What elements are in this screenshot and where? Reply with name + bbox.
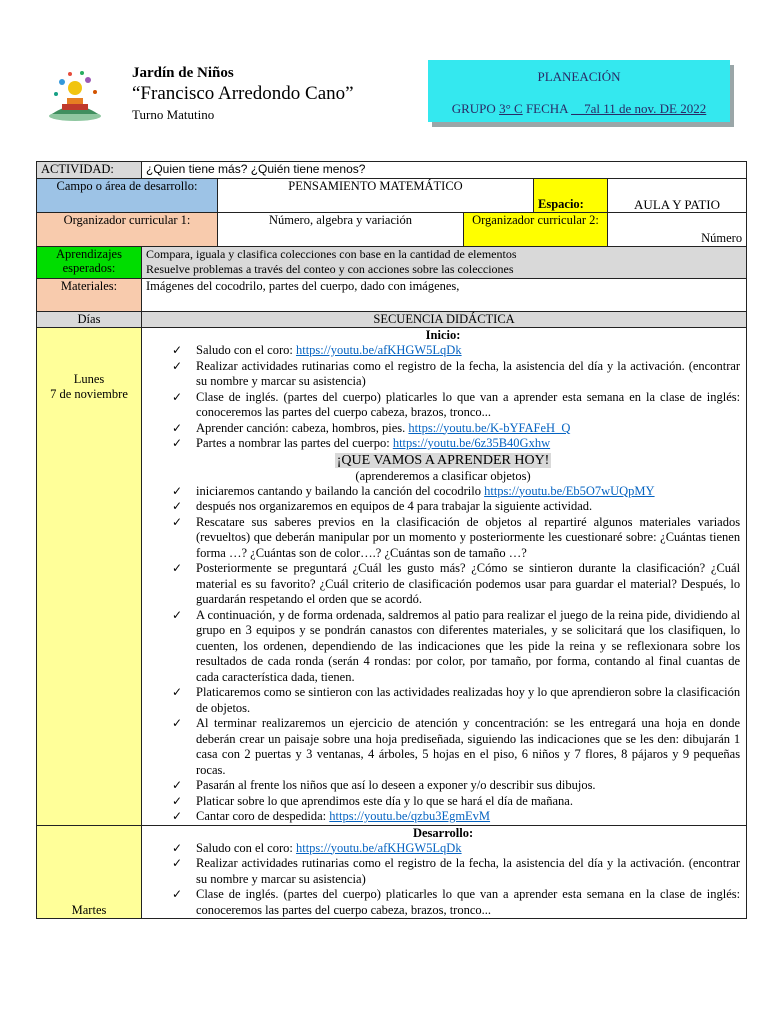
grupo-label: GRUPO [451,101,500,116]
secuencia-header: SECUENCIA DIDÁCTICA [142,312,747,328]
planeacion-title: PLANEACIÓN [537,69,621,84]
grupo-value: 3° C [499,101,523,116]
grupo-fecha-line [428,101,730,117]
list-item: ✓ Partes a nombrar las partes del cuerpo: https://youtu.be/6z35B40Gxhw [146,436,740,452]
lunes-date: 7 de noviembre [50,387,128,401]
list-item: ✓ Realizar actividades rutinarias como el registro de la fecha, la asistencia del día y la activación. (encontrar su nombre y marcar su asistencia) [146,359,740,390]
list-item: ✓ Rescatare sus saberes previos en la clasificación de objetos al repartiré algunos materiales variados (revueltos) que deberán manipular por un momento y posteriormente les cuestionaré sobre: ¿Cuántas tienen forma …? ¿Cuántas son de color….? ¿Cuántas son de tamaño …? [146,515,740,562]
hoy-subheading: (aprenderemos a clasificar objetos) [355,468,531,483]
video-link[interactable]: https://youtu.be/Eb5O7wUQpMY [484,483,655,498]
materiales-value: Imágenes del cocodrilo, partes del cuerpo, dado con imágenes, [142,279,747,312]
list-item: ✓ Pasarán al frente los niños que así lo deseen a exponer y/o describir sus dibujos. [146,778,740,794]
list-item: ✓ Clase de inglés. (partes del cuerpo) platicarles lo que van a aprender esta semana en la clase de inglés: conoceremos las partes del cuerpo cabeza, brazos, tronco... [146,390,740,421]
fecha-label: FECHA [522,101,572,116]
video-link[interactable]: https://youtu.be/qzbu3EgmEvM [329,809,491,823]
org2-value: Número [608,213,747,247]
school-logo-icon [40,68,110,124]
aprendizaje-1: Compara, iguala y clasifica colecciones con base en la cantidad de elementos [146,247,517,261]
list-item: ✓ Cantar coro de despedida: https://youtu.be/qzbu3EgmEvM [146,809,740,825]
list-item: ✓ Platicar sobre lo que aprendimos este día y lo que se hará el día de mañana. [146,794,740,810]
video-link[interactable]: https://youtu.be/K-bYFAFeH_Q [408,420,571,435]
campo-label: Campo o área de desarrollo: [37,179,218,213]
org2-label: Organizador curricular 2: [464,213,608,247]
lunes-list-a [146,343,740,452]
list-item: ✓ A continuación, y de forma ordenada, saldremos al patio para realizar el juego de la reina pide, dividiendo al grupo en 3 equipos y se pondrán canastos con diferentes materiales, y se solicitará que los clasifiquen, lo cuenten, los ordenen, dependiendo de las indicaciones que les pide la reina y se reflexionara sobre los resultados de cada ronda (serán 4 rondas: por color, por tamaño, por forma, contando al final cuantas de cada característica dada, tienen. [146,608,740,686]
list-item: ✓ Aprender canción: cabeza, hombros, pies. https://youtu.be/K-bYFAFeH_Q [146,421,740,437]
lunes-cell [37,328,142,826]
list-item: ✓ Platicaremos como se sintieron con las actividades realizadas hoy y lo que aprendieron sobre la clasificación de objetos. [146,685,740,716]
inicio-heading: Inicio: [425,328,461,342]
org1-value: Número, algebra y variación [218,213,464,247]
list-item: ✓ después nos organizaremos en equipos de 4 para trabajar la siguiente actividad. [146,499,740,515]
video-link[interactable]: https://youtu.be/6z35B40Gxhw [392,436,551,450]
actividad-label: ACTIVIDAD: [37,162,142,179]
martes-list [146,841,740,919]
list-item: ✓ Al terminar realizaremos un ejercicio de atención y concentración: se les entregará una hoja en donde deberán crear un paisaje sobre una hoja prediseñada, siguiendo las indicaciones que se les den: dibujarán 1 casa con 2 puertas y 3 ventanas, 4 árboles, 5 hojas en el piso, 6 niños y 7 flores, 8 pájaros y 9 pequeñas rocas. [146,716,740,778]
shift-label: Turno Matutino [132,107,215,122]
planeacion-box [428,60,730,122]
lunes-day: Lunes [73,372,105,386]
org1-label: Organizador curricular 1: [37,213,218,247]
list-item: ✓ Saludo con el coro: https://youtu.be/afKHGW5LqDk [146,343,740,359]
aprendizajes-list [142,247,747,279]
desarrollo-heading: Desarrollo: [412,825,474,840]
school-name: “Francisco Arredondo Cano” [132,83,354,104]
list-item: ✓ Realizar actividades rutinarias como el registro de la fecha, la asistencia del día y la activación. (encontrar su nombre y marcar su asistencia) [146,856,740,887]
fecha-value: __7al 11 de nov. DE 2022 [571,101,707,116]
list-item: ✓ Clase de inglés. (partes del cuerpo) platicarles lo que van a aprender esta semana en la clase de inglés: conoceremos las partes del cuerpo cabeza, brazos, tronco... [146,887,740,918]
lunes-sequence [142,328,747,826]
campo-value [218,179,534,213]
school-header [132,64,372,123]
list-item: ✓ iniciaremos cantando y bailando la canción del cocodrilo https://youtu.be/Eb5O7wUQpMY [146,484,740,500]
martes-cell [37,825,142,919]
list-item: ✓ Saludo con el coro: https://youtu.be/afKHGW5LqDk [146,841,740,857]
materiales-label: Materiales: [37,279,142,312]
school-line1: Jardín de Niños [132,65,234,81]
espacio-label: Espacio: [534,179,608,213]
video-link[interactable]: https://youtu.be/afKHGW5LqDk [295,840,462,855]
campo-value-text: PENSAMIENTO MATEMÁTICO [288,179,463,193]
aprendizaje-2: Resuelve problemas a través del conteo y con acciones sobre las colecciones [146,262,514,276]
actividad-value: ¿Quien tiene más? ¿Quién tiene menos? [142,162,747,179]
list-item: ✓ Posteriormente se preguntará ¿Cuál les gusto más? ¿Cómo se sintieron durante la clasificación? ¿Cuál material es su favorito? ¿Cuál criterio de clasificación podemos usar para guardar el material? Después, lo guardarán respetando el orden que se acordó. [146,561,740,608]
video-link[interactable]: https://youtu.be/afKHGW5LqDk [295,343,462,357]
hoy-heading: ¡QUE VAMOS A APRENDER HOY! [336,452,550,468]
martes-day: Martes [71,903,107,917]
dias-header: Días [37,312,142,328]
espacio-value: AULA Y PATIO [608,179,747,213]
planning-table [36,161,747,919]
lunes-list-b [146,484,740,825]
martes-sequence [142,825,747,919]
aprendizajes-label: Aprendizajes esperados: [37,247,142,279]
